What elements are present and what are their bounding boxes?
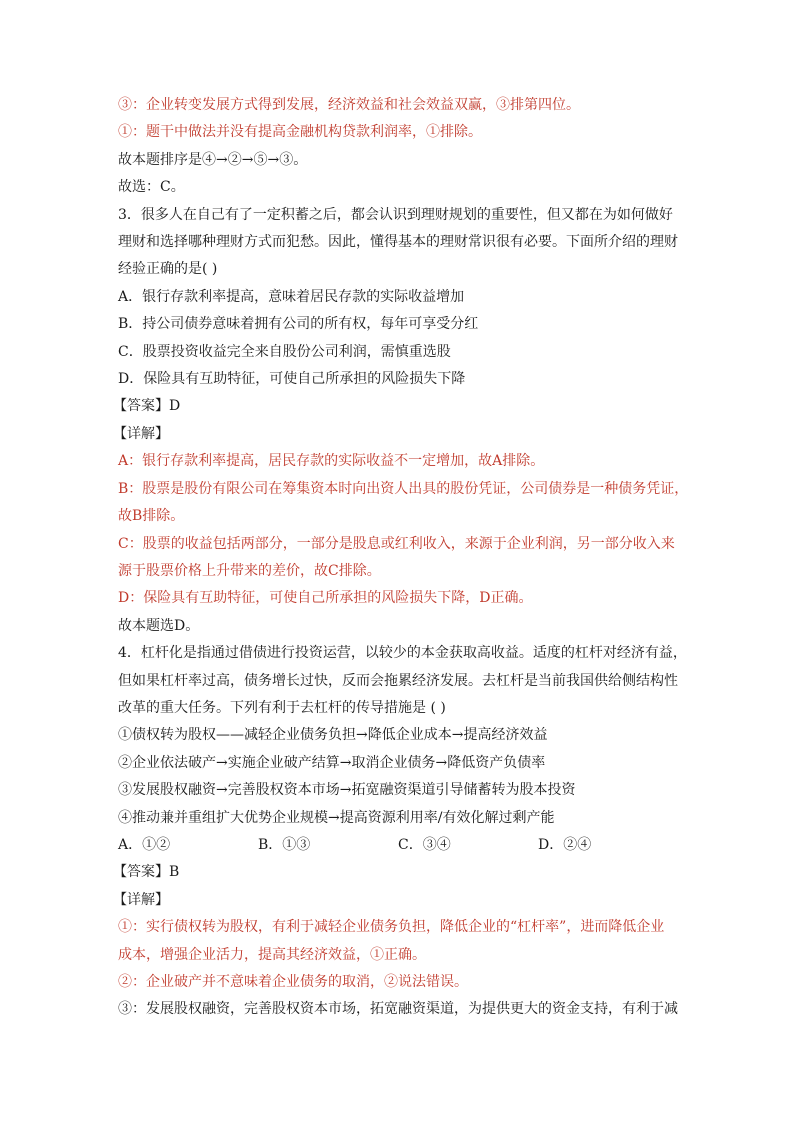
text-line: ③：企业转变发展方式得到发展，经济效益和社会效益双赢，③排第四位。 <box>118 97 580 113</box>
text-line: D．保险具有互助特征，可使自己所承担的风险损失下降 <box>118 371 466 388</box>
text-line: 故本题排序是④→②→⑤→③。 <box>118 151 308 168</box>
text-line: 成本，增强企业活力，提高其经济效益，①正确。 <box>118 946 426 963</box>
text-line: ①债权转为股权——减轻企业债务负担→降低企业成本→提高经济效益 <box>118 727 548 744</box>
option-a: A．①② <box>118 836 171 853</box>
section-label: 【答案】D <box>113 398 181 415</box>
text-line: ③发展股权融资→完善股权资本市场→拓宽融资渠道引导储蓄转为股本投资 <box>118 782 576 799</box>
section-label: 【答案】B <box>113 864 180 881</box>
text-line: ①：题干中做法并没有提高金融机构贷款利润率，①排除。 <box>118 124 482 141</box>
text-line: C：股票的收益包括两部分，一部分是股息或红利收入，来源于企业利润，另一部分收入来 <box>118 535 675 552</box>
text-line: A．银行存款利率提高，意味着居民存款的实际收益增加 <box>118 288 465 305</box>
text-block-upper <box>113 92 689 832</box>
text-block-lower <box>113 859 684 1023</box>
text-line: 故本题选D。 <box>118 617 200 634</box>
text-line: D：保险具有互助特征，可使自己所承担的风险损失下降，D正确。 <box>118 590 533 607</box>
section-label: 【详解】 <box>113 425 169 442</box>
text-line: ④推动兼并重组扩大优势企业规模→提高资源利用率/有效化解过剩产能 <box>118 809 555 826</box>
text-line: 经验正确的是( ) <box>118 261 218 278</box>
text-line: ①：实行债权转为股权，有利于减轻企业债务负担，降低企业的“杠杆率”，进而降低企业 <box>118 919 665 936</box>
text-line: B：股票是股份有限公司在筹集资本时向出资人出具的股份凭证，公司债券是一种债务凭证， <box>118 480 689 497</box>
option-d: D．②④ <box>538 836 592 853</box>
text-line: 故选：C。 <box>118 179 185 196</box>
option-c: C．③④ <box>398 836 451 853</box>
text-line: B．持公司债券意味着拥有公司的所有权，每年可享受分红 <box>118 316 479 333</box>
text-line: 3．很多人在自己有了一定积蓄之后，都会认识到理财规划的重要性，但又都在为如何做好 <box>118 206 673 223</box>
text-line: ②企业依法破产→实施企业破产结算→取消企业债务→降低资产负债率 <box>118 754 546 771</box>
text-line: 4．杠杆化是指通过借债进行投资运营，以较少的本金获取高收益。适度的杠杆对经济有益， <box>118 645 687 662</box>
option-b: B．①③ <box>258 836 311 853</box>
text-line: 改革的重大任务。下列有利于去杠杆的传导措施是 ( ) <box>118 699 446 716</box>
section-label: 【详解】 <box>113 891 169 908</box>
text-line: 源于股票价格上升带来的差价，故C排除。 <box>118 562 381 579</box>
answer-options <box>118 832 684 859</box>
text-line: ②：企业破产并不意味着企业债务的取消，②说法错误。 <box>118 974 468 990</box>
text-line: C．股票投资收益完全来自股份公司利润，需慎重选股 <box>118 343 451 360</box>
text-line: A：银行存款利率提高，居民存款的实际收益不一定增加，故A排除。 <box>118 453 545 470</box>
text-line: ③：发展股权融资，完善股权资本市场，拓宽融资渠道，为提供更大的资金支持，有利于减 <box>118 1001 678 1018</box>
text-line: 理财和选择哪种理财方式而犯愁。因此，懂得基本的理财常识很有必要。下面所介绍的理财 <box>118 234 678 251</box>
text-line: 故B排除。 <box>118 508 185 525</box>
text-line: 但如果杠杆率过高，债务增长过快，反而会拖累经济发展。去杠杆是当前我国供给侧结构性 <box>118 672 678 689</box>
